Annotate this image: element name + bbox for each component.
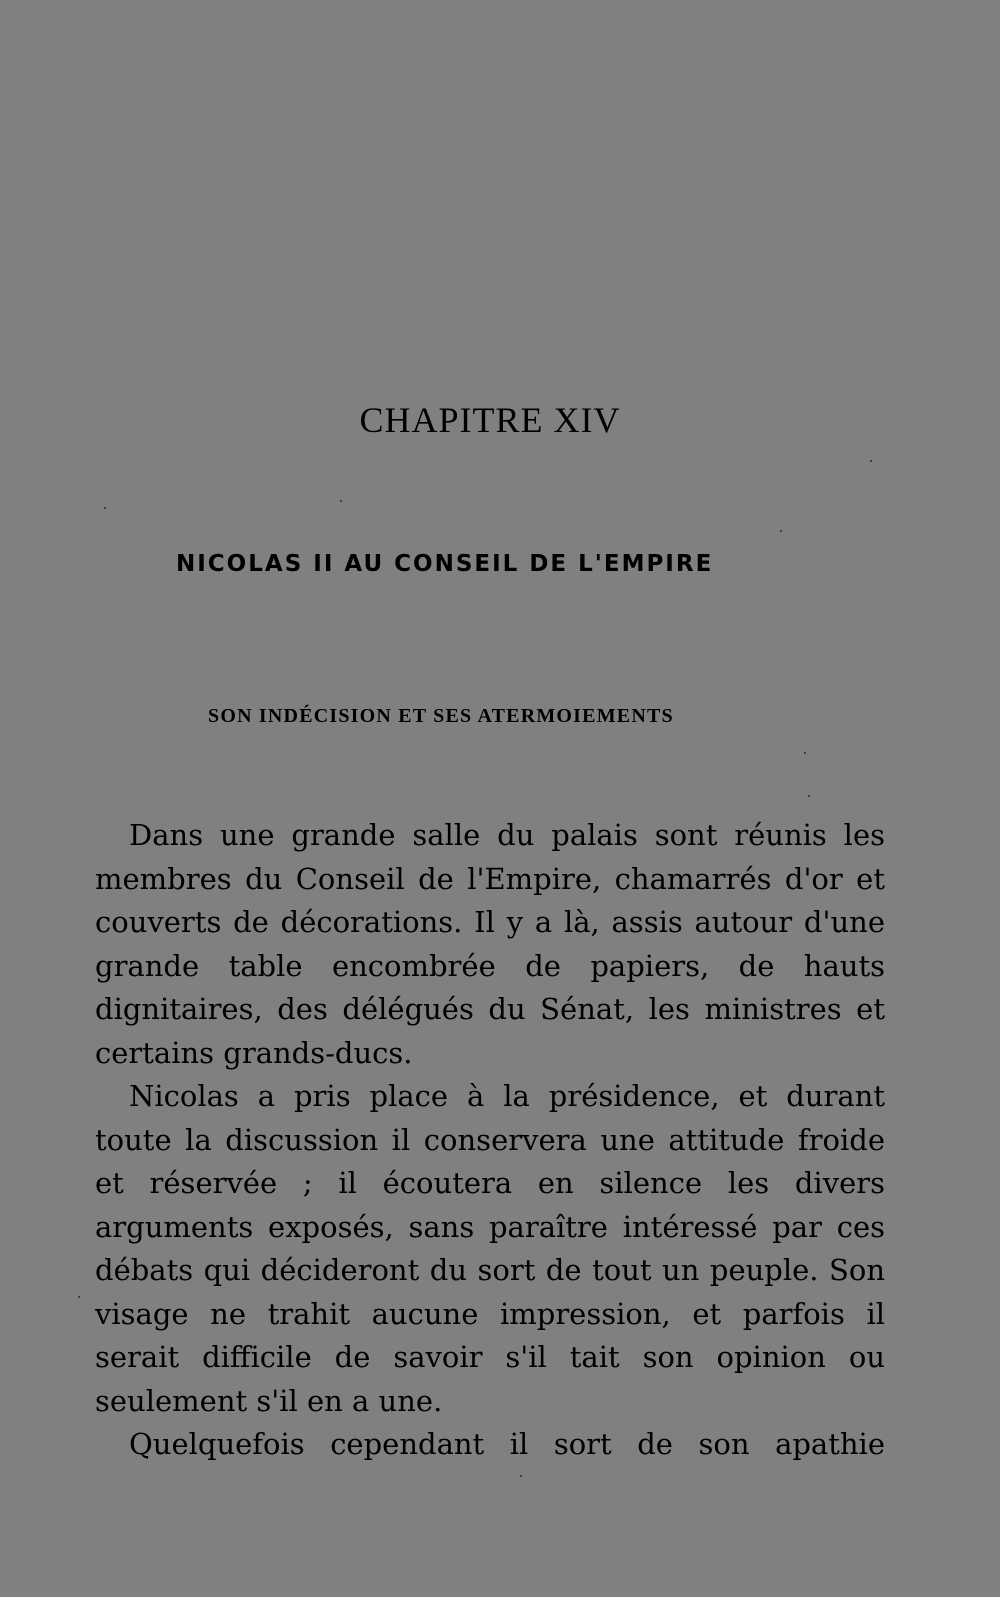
scan-speck — [78, 1296, 80, 1298]
paragraph: Dans une grande salle du palais sont réunis les membres du Conseil de l'Empire, chamarrés d'or et couverts de décorations. Il y a là, assis autour d'une grande table encombrée de papiers, de hauts dignitaires, des délégués du Sénat, les ministres et certains grands-ducs. — [95, 818, 885, 1070]
paragraph: Quelquefois cependant il sort de son apathie — [129, 1427, 885, 1461]
scan-speck — [870, 460, 872, 462]
paragraph: Nicolas a pris place à la présidence, et durant toute la discussion il conservera une attitude froide et réservée ; il écoutera en silence les divers arguments exposés, sans paraître intéressé par ces débats qui décideront du sort de tout un peuple. Son visage ne trahit aucune impression, et parfois il serait difficile de savoir s'il tait son opinion ou seulement s'il en a une. — [95, 1079, 885, 1418]
chapter-title: CHAPITRE XIV — [359, 400, 621, 440]
scan-speck — [804, 752, 806, 754]
scan-speck — [808, 795, 810, 797]
body-text — [95, 814, 885, 1467]
chapter-subheading: SON INDÉCISION ET SES ATERMOIEMENTS — [208, 705, 674, 727]
scan-speck — [104, 507, 106, 509]
scan-speck — [780, 530, 782, 532]
chapter-heading: NICOLAS II AU CONSEIL DE L'EMPIRE — [176, 551, 714, 577]
scan-speck — [520, 1475, 522, 1477]
scan-speck — [340, 500, 342, 502]
